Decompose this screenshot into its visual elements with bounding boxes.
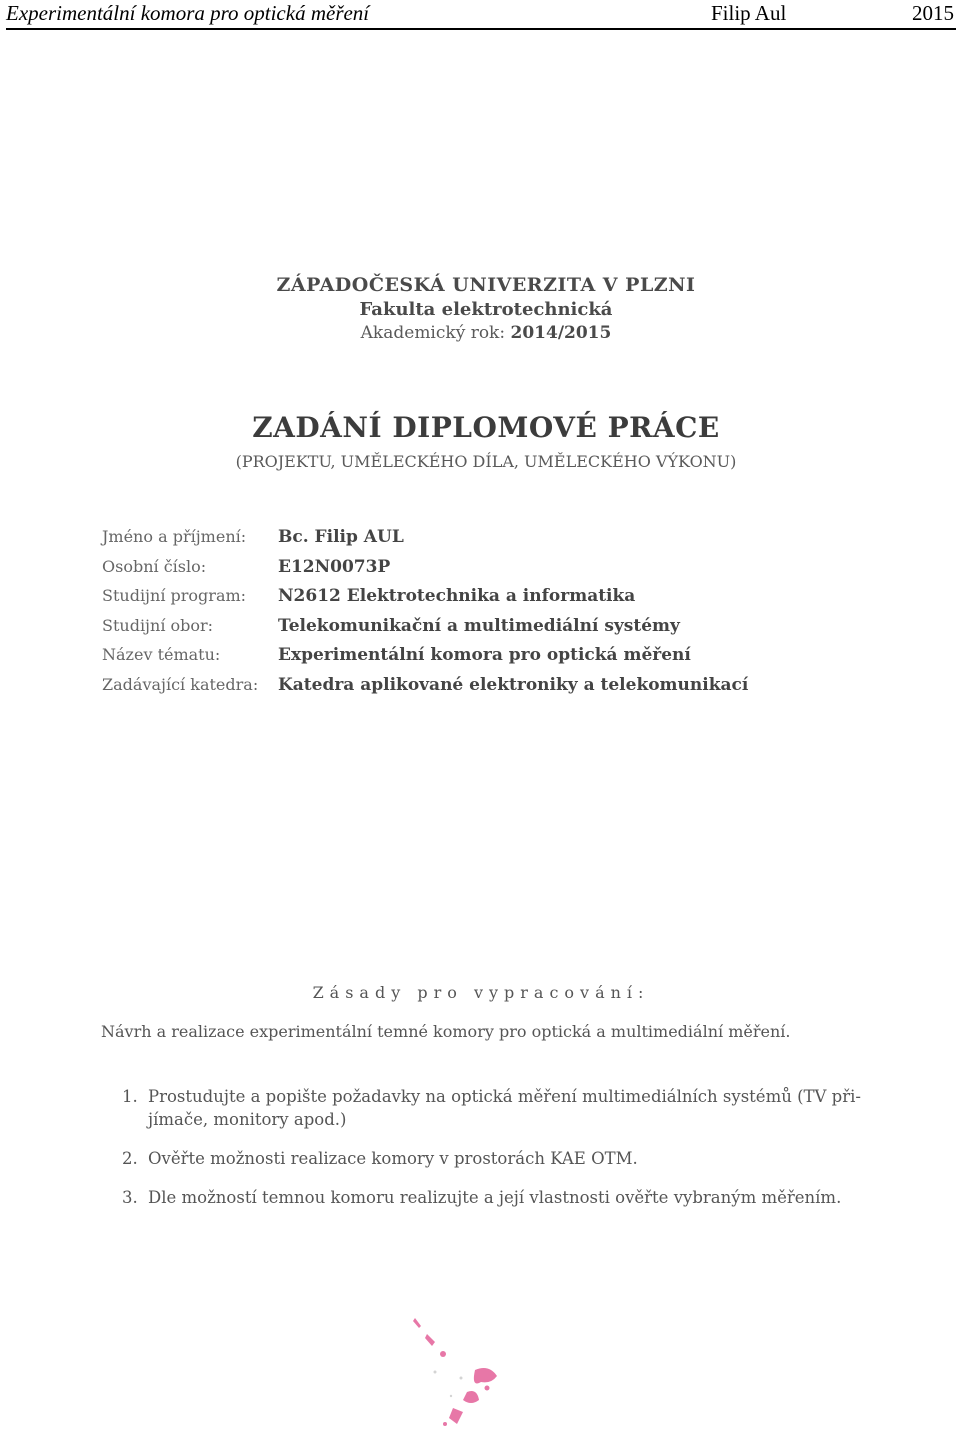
task-number: 3. [122, 1188, 138, 1207]
info-value: Katedra aplikované elektroniky a telekomunikací [278, 674, 749, 695]
academic-year-value: 2014/2015 [510, 323, 612, 343]
task-text-line: Prostudujte a popište požadavky na optická měření multimediálních systémů (TV při- [148, 1087, 861, 1106]
header-author: Filip Aul [711, 1, 787, 25]
info-value: Telekomunikační a multimediální systémy [278, 615, 680, 636]
assignment-subtitle: (PROJEKTU, UMĚLECKÉHO DÍLA, UMĚLECKÉHO VÝKONU) [235, 452, 737, 471]
assignment-title: ZADÁNÍ DIPLOMOVÉ PRÁCE [252, 411, 720, 444]
header-year: 2015 [912, 1, 954, 25]
info-value: N2612 Elektrotechnika a informatika [278, 586, 636, 606]
task-item [122, 1147, 882, 1170]
guidelines-heading: Zásady pro vypracování: [312, 983, 650, 1002]
info-value: Bc. Filip AUL [278, 527, 404, 547]
running-header [6, 0, 956, 30]
info-label: Jméno a příjmení: [102, 527, 247, 546]
info-value: E12N0073P [278, 556, 391, 577]
task-item [122, 1085, 882, 1131]
university-name: ZÁPADOČESKÁ UNIVERZITA V PLZNI [276, 274, 696, 296]
faculty-name: Fakulta elektrotechnická [359, 299, 613, 320]
task-list [122, 1085, 882, 1209]
guidelines-intro: Návrh a realizace experimentální temné komory pro optická a multimediální měření. [101, 1022, 791, 1041]
task-text-line: Dle možností temnou komoru realizujte a její vlastnosti ověřte vybraným měřením. [148, 1188, 842, 1207]
task-number: 2. [122, 1149, 138, 1168]
info-label: Studijní program: [102, 586, 247, 605]
academic-year [0, 323, 960, 343]
academic-year-label: Akademický rok: [360, 323, 506, 343]
header-title: Experimentální komora pro optická měření [6, 1, 370, 25]
info-label: Studijní obor: [102, 615, 214, 635]
task-item [122, 1186, 882, 1209]
task-text-line: jímače, monitory apod.) [148, 1110, 347, 1129]
stamp-mark-icon [405, 1312, 515, 1437]
info-label: Zadávající katedra: [102, 674, 259, 694]
info-value: Experimentální komora pro optická měření [278, 645, 691, 665]
task-number: 1. [122, 1087, 138, 1106]
info-label: Osobní číslo: [102, 556, 207, 576]
info-label: Název tématu: [102, 645, 221, 664]
task-text-line: Ověřte možnosti realizace komory v prostorách KAE OTM. [148, 1149, 638, 1168]
